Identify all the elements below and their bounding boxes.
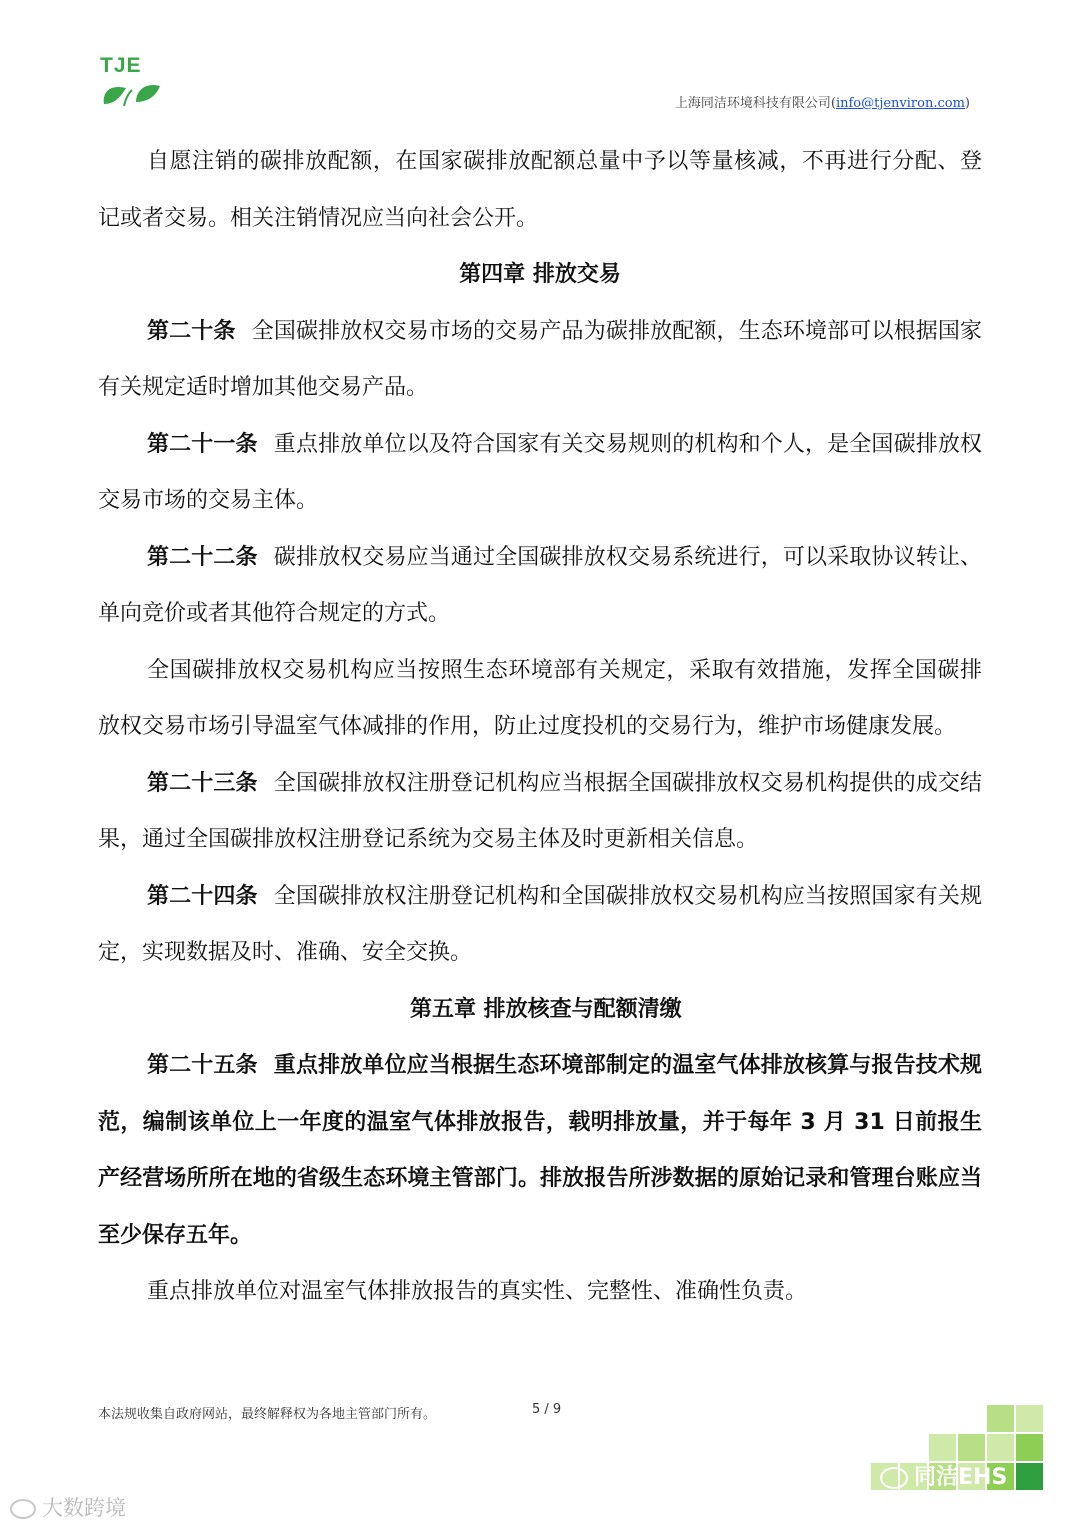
article-22-text: 碳排放权交易应当通过全国碳排放权交易系统进行，可以采取协议转让、单向竞价或者其他符合规定的方式。: [98, 544, 982, 626]
page-number: 5 / 9: [532, 1402, 562, 1417]
article-21: [98, 417, 982, 530]
close-paren: ): [964, 96, 970, 111]
open-paren: (: [830, 96, 836, 111]
watermark-left-text: 大数跨境: [42, 1496, 126, 1520]
article-20-text: 全国碳排放权交易市场的交易产品为碳排放配额，生态环境部可以根据国家有关规定适时增加其他交易产品。: [98, 318, 982, 400]
paragraph-responsibility: 重点排放单位对温室气体排放报告的真实性、完整性、准确性负责。: [147, 1279, 808, 1304]
company-contact: [675, 92, 970, 111]
company-logo: [96, 54, 166, 110]
article-21-text: 重点排放单位以及符合国家有关交易规则的机构和个人，是全国碳排放权交易市场的交易主体。: [98, 431, 982, 513]
article-20-title: 第二十条: [147, 318, 236, 344]
article-22-title: 第二十二条: [147, 544, 258, 570]
article-20: [98, 304, 982, 417]
wechat-icon: [10, 1499, 36, 1519]
article-24: [98, 869, 982, 982]
article-25: [98, 1038, 982, 1264]
paragraph-market: 全国碳排放权交易机构应当按照生态环境部有关规定，采取有效措施，发挥全国碳排放权交易市场引导温室气体减排的作用，防止过度投机的交易行为，维护市场健康发展。: [98, 657, 982, 739]
article-21-title: 第二十一条: [147, 431, 258, 457]
watermark-left: [10, 1492, 126, 1522]
article-25-text: 重点排放单位应当根据生态环境部制定的温室气体排放核算与报告技术规范，编制该单位上一年度的温室气体排放报告，载明排放量，并于每年 3 月 31 日前报生产经营场所所在地的省级生态环境主管部门。排放报告所涉数据的原始记录和管理台账应当至少保存五年。: [98, 1053, 982, 1248]
article-24-text: 全国碳排放权注册登记机构和全国碳排放权交易机构应当按照国家有关规定，实现数据及时、准确、安全交换。: [98, 883, 982, 965]
footer-disclaimer: 本法规收集自政府网站，最终解释权为各地主管部门所有。: [98, 1407, 437, 1422]
document-body: [98, 134, 982, 1321]
chapter-5-heading: 第五章 排放核查与配额清缴: [410, 996, 682, 1022]
article-23: [98, 756, 982, 869]
logo-text: TJE: [100, 54, 142, 77]
chapter-4-heading: 第四章 排放交易: [459, 262, 621, 287]
watermark-right-text: 同洁EHS: [914, 1465, 1008, 1490]
wechat-icon: [880, 1467, 908, 1489]
company-name: 上海同洁环境科技有限公司: [674, 96, 831, 111]
article-25-title: 第二十五条: [147, 1053, 258, 1078]
email-link[interactable]: info@tjenviron.com: [835, 96, 965, 111]
leaf-icon: [96, 54, 166, 110]
article-22: [98, 530, 982, 643]
watermark-right: [880, 1460, 1007, 1491]
paragraph-cancellation: 自愿注销的碳排放配额，在国家碳排放配额总量中予以等量核减，不再进行分配、登记或者交易。相关注销情况应当向社会公开。: [98, 149, 982, 231]
article-23-title: 第二十三条: [147, 770, 258, 796]
article-24-title: 第二十四条: [147, 883, 258, 909]
article-23-text: 全国碳排放权注册登记机构应当根据全国碳排放权交易机构提供的成交结果，通过全国碳排放权注册登记系统为交易主体及时更新相关信息。: [98, 770, 982, 852]
